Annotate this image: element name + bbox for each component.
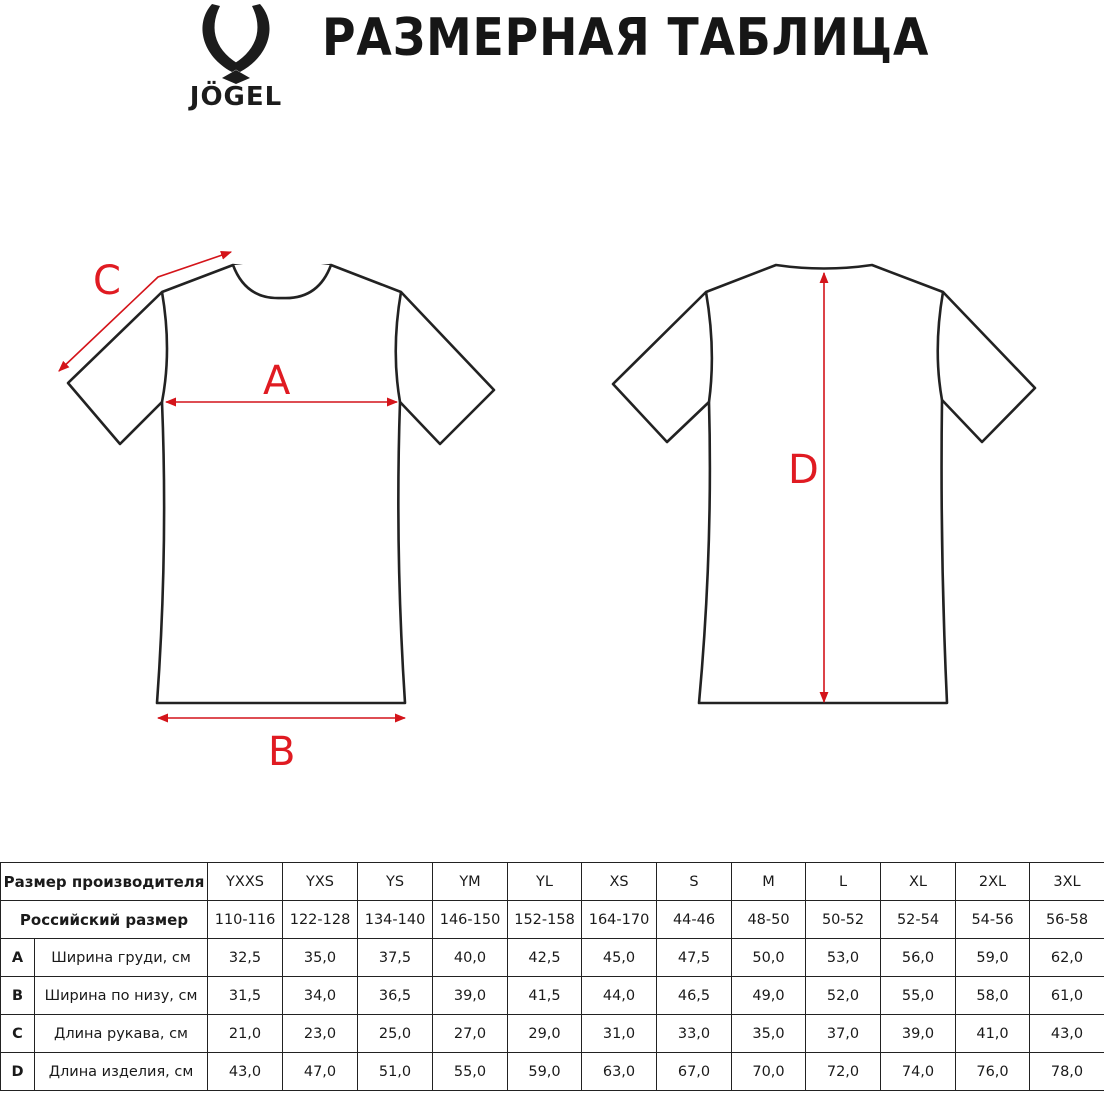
russian-size-cell: 54-56 (956, 901, 1030, 939)
row-label: Ширина груди, см (35, 939, 208, 977)
manufacturer-size-cell: YL (508, 863, 582, 901)
table-cell: 39,0 (433, 977, 508, 1015)
table-cell: 27,0 (433, 1015, 508, 1053)
table-cell: 34,0 (283, 977, 358, 1015)
table-cell: 63,0 (582, 1053, 657, 1091)
russian-size-cell: 48-50 (732, 901, 806, 939)
table-row (1, 1015, 1104, 1053)
table-cell: 35,0 (732, 1015, 806, 1053)
manufacturer-size-cell: M (732, 863, 806, 901)
table-cell: 67,0 (657, 1053, 732, 1091)
brand-name: JÖGEL (189, 82, 283, 112)
russian-size-cell: 146-150 (433, 901, 508, 939)
measure-c-label: C (93, 258, 121, 304)
table-cell: 76,0 (956, 1053, 1030, 1091)
table-cell: 49,0 (732, 977, 806, 1015)
table-cell: 32,5 (208, 939, 283, 977)
russian-size-row (1, 901, 1104, 939)
table-cell: 47,5 (657, 939, 732, 977)
manufacturer-size-cell: XS (582, 863, 657, 901)
table-cell: 55,0 (433, 1053, 508, 1091)
manufacturer-size-cell: 2XL (956, 863, 1030, 901)
russian-size-cell: 44-46 (657, 901, 732, 939)
manufacturer-size-cell: 3XL (1030, 863, 1104, 901)
row-code: C (1, 1015, 35, 1053)
table-cell: 29,0 (508, 1015, 582, 1053)
table-cell: 53,0 (806, 939, 881, 977)
table-cell: 44,0 (582, 977, 657, 1015)
table-cell: 33,0 (657, 1015, 732, 1053)
table-cell: 39,0 (881, 1015, 956, 1053)
russian-size-cell: 50-52 (806, 901, 881, 939)
table-cell: 31,0 (582, 1015, 657, 1053)
size-table (0, 862, 1104, 1091)
russian-size-cell: 152-158 (508, 901, 582, 939)
table-cell: 62,0 (1030, 939, 1104, 977)
table-cell: 46,5 (657, 977, 732, 1015)
page-title: РАЗМЕРНАЯ ТАБЛИЦА (322, 8, 930, 68)
front-outline (68, 265, 494, 703)
row-label: Длина изделия, см (35, 1053, 208, 1091)
manufacturer-size-cell: XL (881, 863, 956, 901)
table-cell: 70,0 (732, 1053, 806, 1091)
table-cell: 56,0 (881, 939, 956, 977)
table-cell: 43,0 (208, 1053, 283, 1091)
logo-mark-left (202, 4, 242, 72)
russian-size-cell: 122-128 (283, 901, 358, 939)
russian-size-label: Российский размер (1, 901, 208, 939)
table-cell: 43,0 (1030, 1015, 1104, 1053)
table-cell: 40,0 (433, 939, 508, 977)
table-cell: 78,0 (1030, 1053, 1104, 1091)
tshirt-diagram (0, 200, 1104, 800)
table-cell: 36,5 (358, 977, 433, 1015)
table-cell: 37,5 (358, 939, 433, 977)
table-cell: 59,0 (956, 939, 1030, 977)
measure-b-label: B (268, 729, 296, 775)
manufacturer-size-cell: S (657, 863, 732, 901)
table-cell: 50,0 (732, 939, 806, 977)
measure-a-label: A (263, 358, 291, 404)
manufacturer-size-cell: L (806, 863, 881, 901)
russian-size-cell: 110-116 (208, 901, 283, 939)
table-cell: 37,0 (806, 1015, 881, 1053)
measure-d-label: D (788, 447, 819, 493)
table-cell: 35,0 (283, 939, 358, 977)
manufacturer-size-label: Размер производителя (1, 863, 208, 901)
table-cell: 41,0 (956, 1015, 1030, 1053)
russian-size-cell: 134-140 (358, 901, 433, 939)
row-code: B (1, 977, 35, 1015)
table-cell: 47,0 (283, 1053, 358, 1091)
logo-mark-right (230, 4, 270, 72)
table-cell: 55,0 (881, 977, 956, 1015)
manufacturer-size-row (1, 863, 1104, 901)
table-row (1, 1053, 1104, 1091)
russian-size-cell: 56-58 (1030, 901, 1104, 939)
manufacturer-size-cell: YM (433, 863, 508, 901)
row-code: D (1, 1053, 35, 1091)
table-cell: 52,0 (806, 977, 881, 1015)
table-cell: 72,0 (806, 1053, 881, 1091)
manufacturer-size-cell: YXS (283, 863, 358, 901)
table-row (1, 977, 1104, 1015)
russian-size-cell: 164-170 (582, 901, 657, 939)
table-cell: 42,5 (508, 939, 582, 977)
table-cell: 31,5 (208, 977, 283, 1015)
table-cell: 51,0 (358, 1053, 433, 1091)
row-code: A (1, 939, 35, 977)
table-cell: 61,0 (1030, 977, 1104, 1015)
table-cell: 41,5 (508, 977, 582, 1015)
table-cell: 58,0 (956, 977, 1030, 1015)
table-cell: 21,0 (208, 1015, 283, 1053)
table-cell: 25,0 (358, 1015, 433, 1053)
tshirt-front (68, 265, 494, 703)
table-cell: 45,0 (582, 939, 657, 977)
manufacturer-size-cell: YS (358, 863, 433, 901)
row-label: Ширина по низу, см (35, 977, 208, 1015)
table-cell: 23,0 (283, 1015, 358, 1053)
manufacturer-size-cell: YXXS (208, 863, 283, 901)
row-label: Длина рукава, см (35, 1015, 208, 1053)
table-cell: 59,0 (508, 1053, 582, 1091)
table-row (1, 939, 1104, 977)
table-cell: 74,0 (881, 1053, 956, 1091)
russian-size-cell: 52-54 (881, 901, 956, 939)
